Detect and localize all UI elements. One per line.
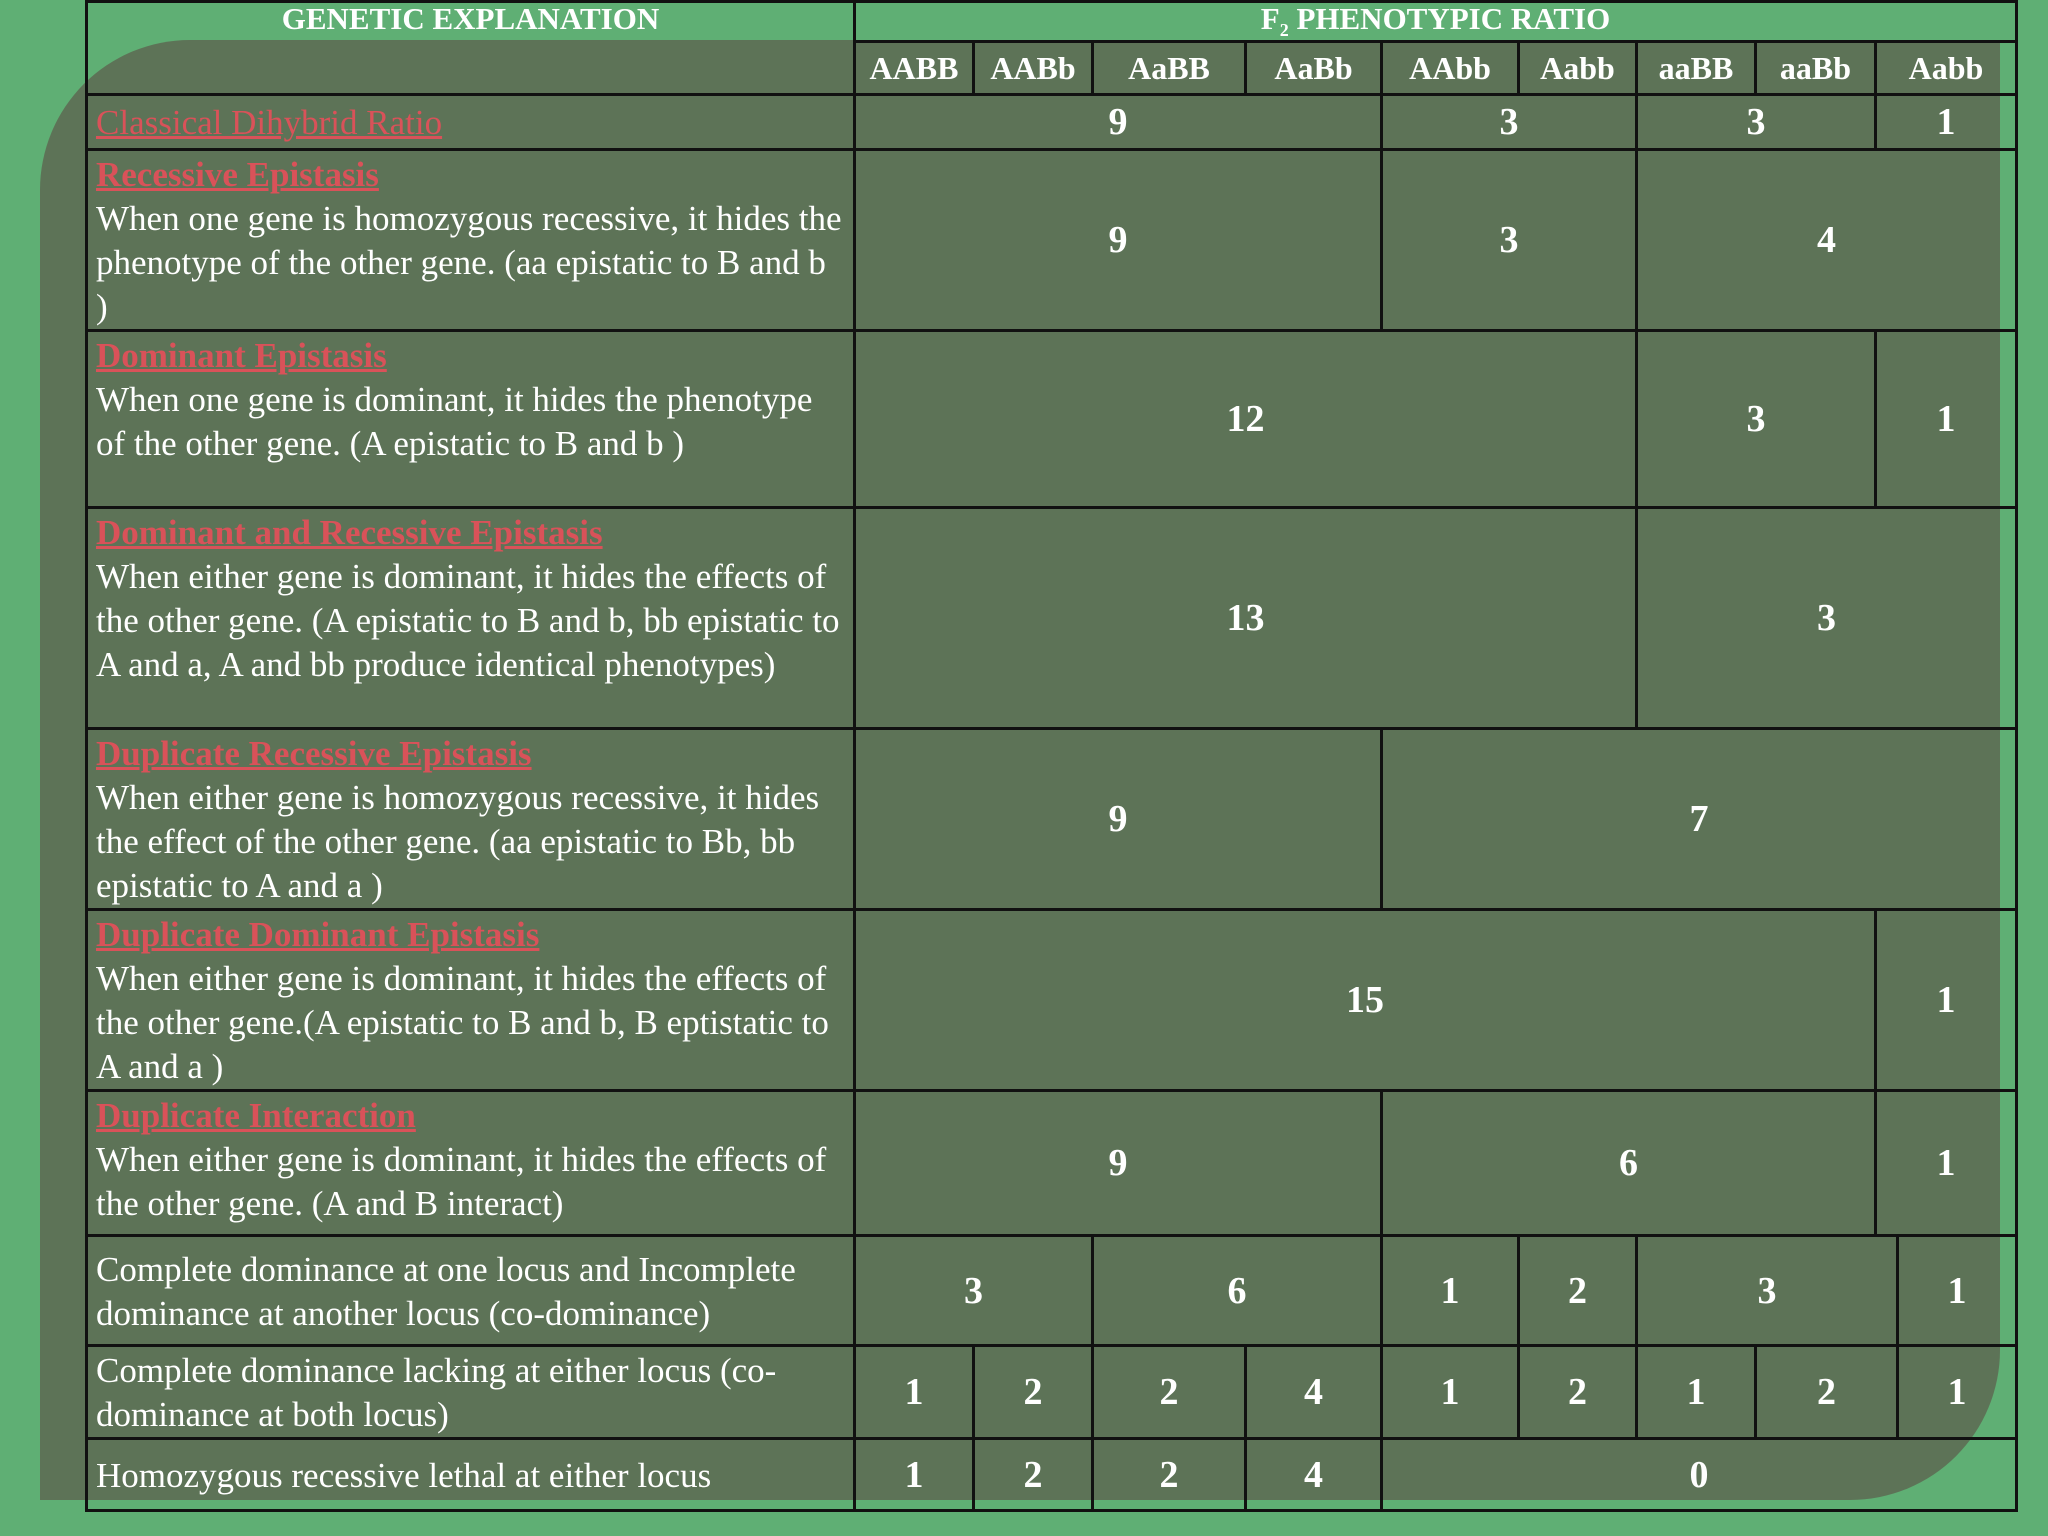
ratio-value: 9 <box>855 1091 1382 1236</box>
table-row <box>87 95 2017 150</box>
ratio-value: 1 <box>1382 1236 1519 1346</box>
genotype-header: aaBb <box>1756 42 1876 95</box>
genotype-header: Aabb <box>1519 42 1637 95</box>
interaction-title-link[interactable]: Recessive Epistasis <box>96 155 379 194</box>
ratio-value: 9 <box>855 729 1382 910</box>
ratio-value: 3 <box>1637 95 1876 150</box>
ratio-value: 2 <box>1519 1346 1637 1439</box>
interaction-description: Complete dominance lacking at either locus (co-dominance at both locus) <box>96 1351 777 1434</box>
ratio-value: 1 <box>1898 1236 2017 1346</box>
genotype-header: AABb <box>974 42 1093 95</box>
table-row <box>87 1236 2017 1346</box>
explanation-cell <box>87 729 855 910</box>
header-row <box>87 2 2017 42</box>
ratio-value: 1 <box>1898 1346 2017 1439</box>
explanation-cell <box>87 508 855 729</box>
genotype-header: AaBb <box>1246 42 1382 95</box>
interaction-description: When either gene is dominant, it hides the effects of the other gene.(A epistatic to B and b, B eptistatic to A and a ) <box>96 959 829 1086</box>
explanation-cell <box>87 331 855 508</box>
ratio-value: 3 <box>1637 1236 1898 1346</box>
ratio-value: 1 <box>1382 1346 1519 1439</box>
ratio-value: 1 <box>855 1346 974 1439</box>
ratio-value: 2 <box>1093 1346 1246 1439</box>
genotype-header: aaBB <box>1637 42 1756 95</box>
ratio-value: 15 <box>855 910 1876 1091</box>
ratio-value: 3 <box>1637 331 1876 508</box>
ratio-value: 2 <box>1756 1346 1898 1439</box>
interaction-title-link[interactable]: Duplicate Dominant Epistasis <box>96 915 540 954</box>
ratio-value: 1 <box>1637 1346 1756 1439</box>
interaction-title-link[interactable]: Duplicate Interaction <box>96 1096 416 1135</box>
table-row <box>87 508 2017 729</box>
ratio-value: 3 <box>1637 508 2017 729</box>
ratio-value: 2 <box>1519 1236 1637 1346</box>
explanation-cell <box>87 1346 855 1439</box>
ratio-value: 1 <box>855 1439 974 1511</box>
interaction-title-link[interactable]: Duplicate Recessive Epistasis <box>96 734 532 773</box>
ratio-value: 9 <box>855 95 1382 150</box>
interaction-description: When one gene is homozygous recessive, it hides the phenotype of the other gene. (aa epistatic to B and b ) <box>96 199 842 326</box>
interaction-description: Complete dominance at one locus and Incomplete dominance at another locus (co-dominance) <box>96 1249 796 1333</box>
interaction-description: When either gene is dominant, it hides the effects of the other gene. (A and B interact) <box>96 1140 827 1223</box>
ratio-value: 1 <box>1876 1091 2017 1236</box>
ratio-value: 3 <box>1382 95 1637 150</box>
explanation-cell <box>87 1236 855 1346</box>
explanation-cell <box>87 910 855 1091</box>
ratio-value: 1 <box>1876 910 2017 1091</box>
genotype-header: AaBB <box>1093 42 1246 95</box>
genotype-header: Aabb <box>1876 42 2017 95</box>
genotype-header: AABB <box>855 42 974 95</box>
table-row <box>87 1091 2017 1236</box>
table-row <box>87 331 2017 508</box>
explanation-cell <box>87 1439 855 1511</box>
ratio-value: 2 <box>974 1346 1093 1439</box>
ratio-value: 2 <box>1093 1439 1246 1511</box>
ratio-value: 3 <box>1382 150 1637 331</box>
ratio-value: 6 <box>1382 1091 1876 1236</box>
interaction-description: When either gene is homozygous recessive, it hides the effect of the other gene. (aa epistatic to Bb, bb epistatic to A and a ) <box>96 778 820 905</box>
interaction-description: When one gene is dominant, it hides the phenotype of the other gene. (A epistatic to B and b ) <box>96 380 813 463</box>
table-row <box>87 1439 2017 1511</box>
ratio-value: 4 <box>1246 1439 1382 1511</box>
ratio-value: 2 <box>974 1439 1093 1511</box>
ratio-value: 6 <box>1093 1236 1382 1346</box>
explanation-cell <box>87 95 855 150</box>
ratio-value: 1 <box>1876 95 2017 150</box>
table-row <box>87 150 2017 331</box>
genotype-header: AAbb <box>1382 42 1519 95</box>
table-row <box>87 910 2017 1091</box>
table-row <box>87 1346 2017 1439</box>
ratio-header: $F_2$ PHENOTYPIC RATIO <box>855 2 2017 42</box>
interaction-description: Homozygous recessive lethal at either locus <box>96 1455 712 1495</box>
ratio-value: 7 <box>1382 729 2017 910</box>
explanation-cell <box>87 1091 855 1236</box>
ratio-value: 1 <box>1876 331 2017 508</box>
ratio-value: 0 <box>1382 1439 2017 1511</box>
table-row <box>87 729 2017 910</box>
ratio-value: 12 <box>855 331 1637 508</box>
interaction-title-link[interactable]: Dominant and Recessive Epistasis <box>96 513 603 552</box>
ratio-value: 9 <box>855 150 1382 331</box>
ratio-value: 4 <box>1637 150 2017 331</box>
interaction-description: When either gene is dominant, it hides the effects of the other gene. (A epistatic to B and b, bb epistatic to A and a, A and bb produce identical phenotypes) <box>96 557 840 684</box>
epistasis-ratio-table <box>85 0 2018 1512</box>
explanation-header: GENETIC EXPLANATION <box>87 2 855 95</box>
ratio-value: 13 <box>855 508 1637 729</box>
ratio-value: 3 <box>855 1236 1093 1346</box>
ratio-value: 4 <box>1246 1346 1382 1439</box>
interaction-title-link[interactable]: Dominant Epistasis <box>96 336 387 375</box>
explanation-cell <box>87 150 855 331</box>
interaction-title-link[interactable]: Classical Dihybrid Ratio <box>96 103 443 142</box>
